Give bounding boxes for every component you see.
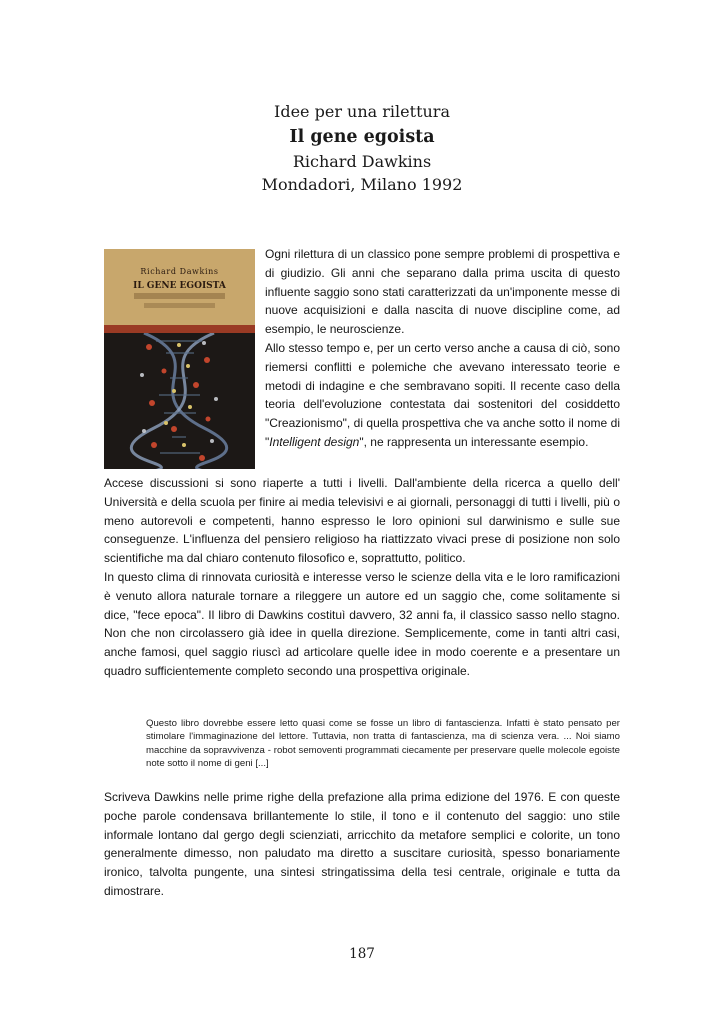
dna-helix-illustration [104, 333, 255, 469]
body-paragraph-1: Accese discussioni si sono riaperte a tutti i livelli. Dall'ambiente della ricerca a quello dell' Università e della scuola per finire ai media televisivi e ai giornali, personaggi di tutti i livelli, più o meno autorevoli e competenti, hanno espresso le loro opinioni sul darwinismo e sulle sue conseguenze. L'influenza del pensiero religioso ha riattizzato vivaci prese di posizione non solo scientifiche ma dal chiaro contenuto filosofico e, soprattutto, politico. [104, 476, 620, 566]
intro-paragraph-2: Allo stesso tempo e, per un certo verso anche a causa di ciò, sono riemersi conflitti e polemiche che avevano interessato teorie e metodi di indagine e che sembravano sopiti. Il recente caso della teoria dell'evoluzione contestata dai sostenitori del cosiddetto "Creazionismo", di quella prospettiva che va anche sotto il nome di "Intelligent design", ne rappresenta un interessante esempio. [265, 340, 620, 449]
book-author: Richard Dawkins [292, 152, 432, 171]
page-number: 187 [349, 946, 375, 962]
header [0, 100, 724, 197]
cover-author: Richard Dawkins [140, 267, 219, 276]
body-section [104, 474, 620, 681]
cover-title: IL GENE EGOISTA [133, 281, 226, 291]
book-cover-image [104, 249, 255, 469]
body-paragraph-2: In questo clima di rinnovata curiosità e interesse verso le scienze della vita e le loro ramificazioni è venuto allora naturale tornare a rileggere un autore ed un saggio che, come solitamente si dice, "fece epoca". Il libro di Dawkins costituì davvero, 32 anni fa, il classico sasso nello stagno. Non che non circolassero già idee in quella direzione. Semplicemente, come in tanti altri casi, anche famosi, quel saggio riuscì ad articolare quelle idee in modo coerente e a presentare un quadro sufficientemente completo secondo una prospettiva originale. [104, 569, 620, 678]
block-quote: Questo libro dovrebbe essere letto quasi come se fosse un libro di fantascienza. Infatti è stato pensato per stimolare l'immaginazione del lettore. Tuttavia, non tratta di fantascienza, ma di scienza vera. ... Noi siamo macchine da sopravvivenza - robot semoventi programmati ciecamente per preservare quelle molecole egoiste note sotto il nome di geni [...] [146, 718, 620, 770]
publisher-info: Mondadori, Milano 1992 [261, 175, 463, 194]
book-title: Il gene egoista [289, 127, 435, 147]
intelligent-design-term: Intelligent design [269, 434, 360, 449]
final-section [104, 788, 620, 901]
intro-paragraph-1: Ogni rilettura di un classico pone sempre problemi di prospettiva e di giudizio. Gli anni che separano dalla prima uscita di questo influente saggio sono stati caratterizzati da un'imponente messe di nuove acquisizioni e dalla nascita di nuove discipline come, ad esempio, le neuroscienze. [265, 247, 620, 337]
subtitle: Idee per una rilettura [274, 102, 450, 121]
final-paragraph: Scriveva Dawkins nelle prime righe della prefazione alla prima edizione del 1976. E con queste poche parole condensava brillantemente lo stile, il tono e il contenuto del saggio: uno stile informale lontano dal gergo degli scienziati, arricchito da metafore semplici e colorite, un tono generalmente dimesso, non paludato ma diretto a suscitare curiosità, spesso bonariamente ironico, talvolta pungente, una sintesi stringatissima della tesi centrale, originale e tutta da dimostrare. [104, 790, 620, 898]
intro-section [104, 245, 620, 471]
